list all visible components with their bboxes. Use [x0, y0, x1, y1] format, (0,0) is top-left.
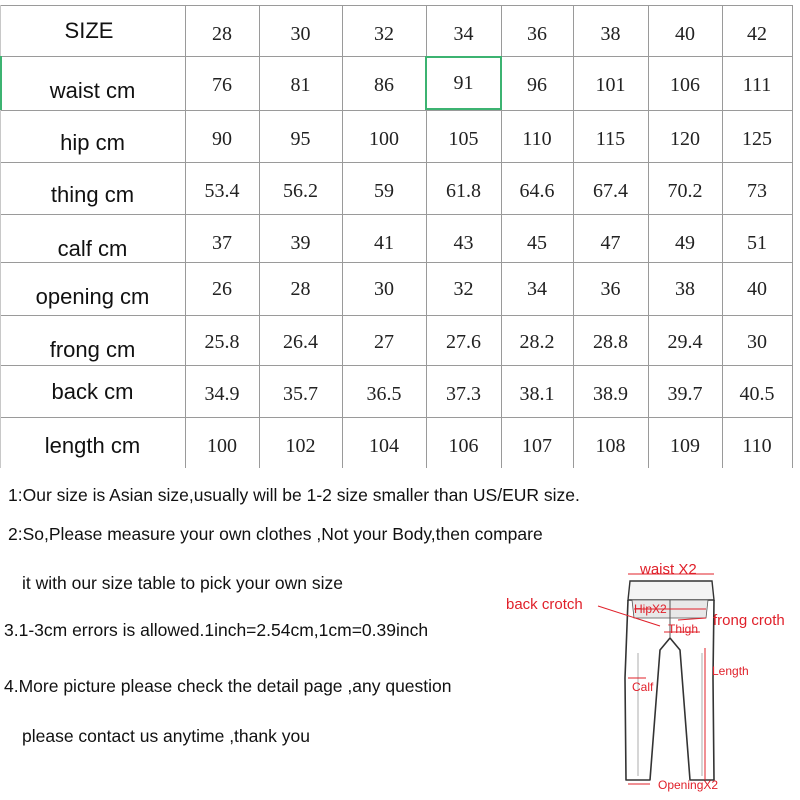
measurement-cell: 76 — [212, 74, 232, 96]
measurement-cell: 53.4 — [204, 180, 240, 202]
table-row — [0, 110, 800, 162]
measurement-label: thing cm — [50, 182, 135, 207]
measurement-label: opening cm — [35, 284, 150, 309]
measurement-cell: 108 — [595, 435, 626, 457]
hip-label: HipX2 — [634, 602, 667, 616]
measurement-cell: 28.8 — [593, 331, 628, 353]
note-2: 2:So,Please measure your own clothes ,Not your Body,then compare — [8, 524, 543, 544]
measurement-cell: 36 — [600, 278, 621, 300]
measurement-cell: 39 — [290, 232, 311, 254]
measurement-cell: 25.8 — [204, 331, 240, 353]
size-header-cell: 36 — [527, 23, 547, 45]
measurement-cell: 106 — [448, 435, 479, 457]
measurement-cell: 45 — [527, 232, 547, 254]
measurement-cell: 51 — [747, 232, 767, 254]
measurement-cell: 26 — [212, 278, 232, 300]
note-3: 3.1-3cm errors is allowed.1inch=2.54cm,1cm=0.39inch — [4, 620, 429, 640]
measurement-label: frong cm — [49, 337, 136, 362]
size-header-cell: 30 — [290, 23, 311, 45]
measurement-cell: 90 — [212, 128, 232, 150]
measurement-cell: 106 — [670, 74, 700, 96]
measurement-cell: 86 — [374, 74, 394, 96]
thigh-label: Thigh — [668, 622, 699, 636]
measurement-cell: 37.3 — [446, 383, 481, 405]
measurement-label: length cm — [44, 433, 141, 458]
note-4: 4.More picture please check the detail page ,any question — [4, 676, 452, 696]
measurement-cell: 28.2 — [519, 331, 555, 353]
size-header-cell: 28 — [212, 23, 232, 45]
measurement-cell: 47 — [600, 232, 621, 254]
measurement-cell: 73 — [747, 180, 767, 202]
measurement-cell: 34 — [527, 278, 547, 300]
measurement-cell: 40.5 — [739, 383, 775, 405]
measurement-cell: 30 — [374, 278, 394, 300]
measurement-cell: 120 — [670, 128, 700, 150]
measurement-label: waist cm — [49, 78, 136, 103]
measurement-cell: 27.6 — [446, 331, 481, 353]
note-2-continued: it with our size table to pick your own size — [22, 573, 343, 593]
measurement-cell: 37 — [212, 232, 232, 254]
measurement-cell: 100 — [207, 435, 237, 457]
measurement-cell: 107 — [522, 435, 552, 457]
measurement-cell: 43 — [453, 232, 474, 254]
measurement-cell: 36.5 — [366, 383, 402, 405]
measurement-cell: 34.9 — [204, 383, 240, 405]
measurement-cell: 67.4 — [593, 180, 628, 202]
measurement-cell: 59 — [374, 180, 394, 202]
measurement-cell: 26.4 — [283, 331, 318, 353]
size-header-cell: 42 — [747, 23, 767, 45]
measurement-cell: 95 — [290, 128, 311, 150]
measurement-label: calf cm — [57, 236, 128, 261]
measurement-cell: 28 — [290, 278, 311, 300]
measurement-cell: 40 — [747, 278, 767, 300]
measurement-cell: 49 — [675, 232, 695, 254]
size-header-cell: 38 — [600, 23, 621, 45]
measurement-label: back cm — [51, 379, 134, 404]
measurement-cell: 81 — [290, 74, 311, 96]
table-row — [0, 162, 800, 214]
note-4-continued: please contact us anytime ,thank you — [22, 726, 310, 746]
size-header-cell: 40 — [675, 23, 695, 45]
measurement-cell: 70.2 — [667, 180, 703, 202]
size-table — [0, 5, 800, 468]
measurement-cell: 56.2 — [283, 180, 318, 202]
measurement-cell: 101 — [595, 74, 626, 96]
measurement-cell: 61.8 — [446, 180, 481, 202]
size-header-cell: 34 — [453, 23, 474, 45]
table-row — [0, 365, 800, 417]
measurement-cell: 100 — [369, 128, 399, 150]
pants-outline-icon — [500, 558, 800, 800]
measurement-cell: 38 — [675, 278, 695, 300]
measurement-cell: 91 — [427, 58, 500, 108]
measurement-label: hip cm — [60, 130, 125, 155]
measurement-cell: 125 — [742, 128, 772, 150]
measurement-cell: 64.6 — [519, 180, 555, 202]
measurement-cell: 27 — [374, 331, 394, 353]
table-row — [0, 315, 800, 365]
measurement-cell: 39.7 — [667, 383, 703, 405]
front-crotch-label: frong croth — [713, 612, 785, 629]
measurement-cell: 32 — [453, 278, 474, 300]
measurement-cell: 96 — [527, 74, 547, 96]
measurement-cell: 104 — [369, 435, 399, 457]
length-label: Length — [712, 664, 749, 678]
opening-label: OpeningX2 — [658, 778, 719, 792]
table-header-row — [0, 5, 800, 56]
back-crotch-label: back crotch — [506, 596, 583, 613]
measurement-cell: 110 — [742, 435, 772, 457]
table-row — [0, 262, 800, 315]
measurement-cell: 115 — [595, 128, 626, 150]
table-row — [0, 56, 800, 110]
measurement-cell: 29.4 — [667, 331, 703, 353]
measurement-cell: 38.9 — [593, 383, 628, 405]
table-row — [0, 214, 800, 262]
measurement-cell: 105 — [448, 128, 479, 150]
measurement-cell: 110 — [522, 128, 552, 150]
measurement-cell: 109 — [670, 435, 700, 457]
measurement-cell: 35.7 — [283, 383, 318, 405]
calf-label: Calf — [632, 680, 654, 694]
waist-label: waist X2 — [640, 561, 697, 578]
waist-row-marker — [0, 56, 2, 110]
measurement-cell: 111 — [742, 74, 772, 96]
measurement-cell: 102 — [285, 435, 316, 457]
measurement-cell: 30 — [747, 331, 767, 353]
note-1: 1:Our size is Asian size,usually will be 1-2 size smaller than US/EUR size. — [8, 485, 580, 505]
size-header-label: SIZE — [64, 18, 114, 43]
pants-measurement-diagram — [500, 558, 800, 800]
measurement-cell: 41 — [374, 232, 394, 254]
table-row — [0, 417, 800, 468]
size-header-cell: 32 — [374, 23, 394, 45]
measurement-cell: 38.1 — [519, 383, 555, 405]
